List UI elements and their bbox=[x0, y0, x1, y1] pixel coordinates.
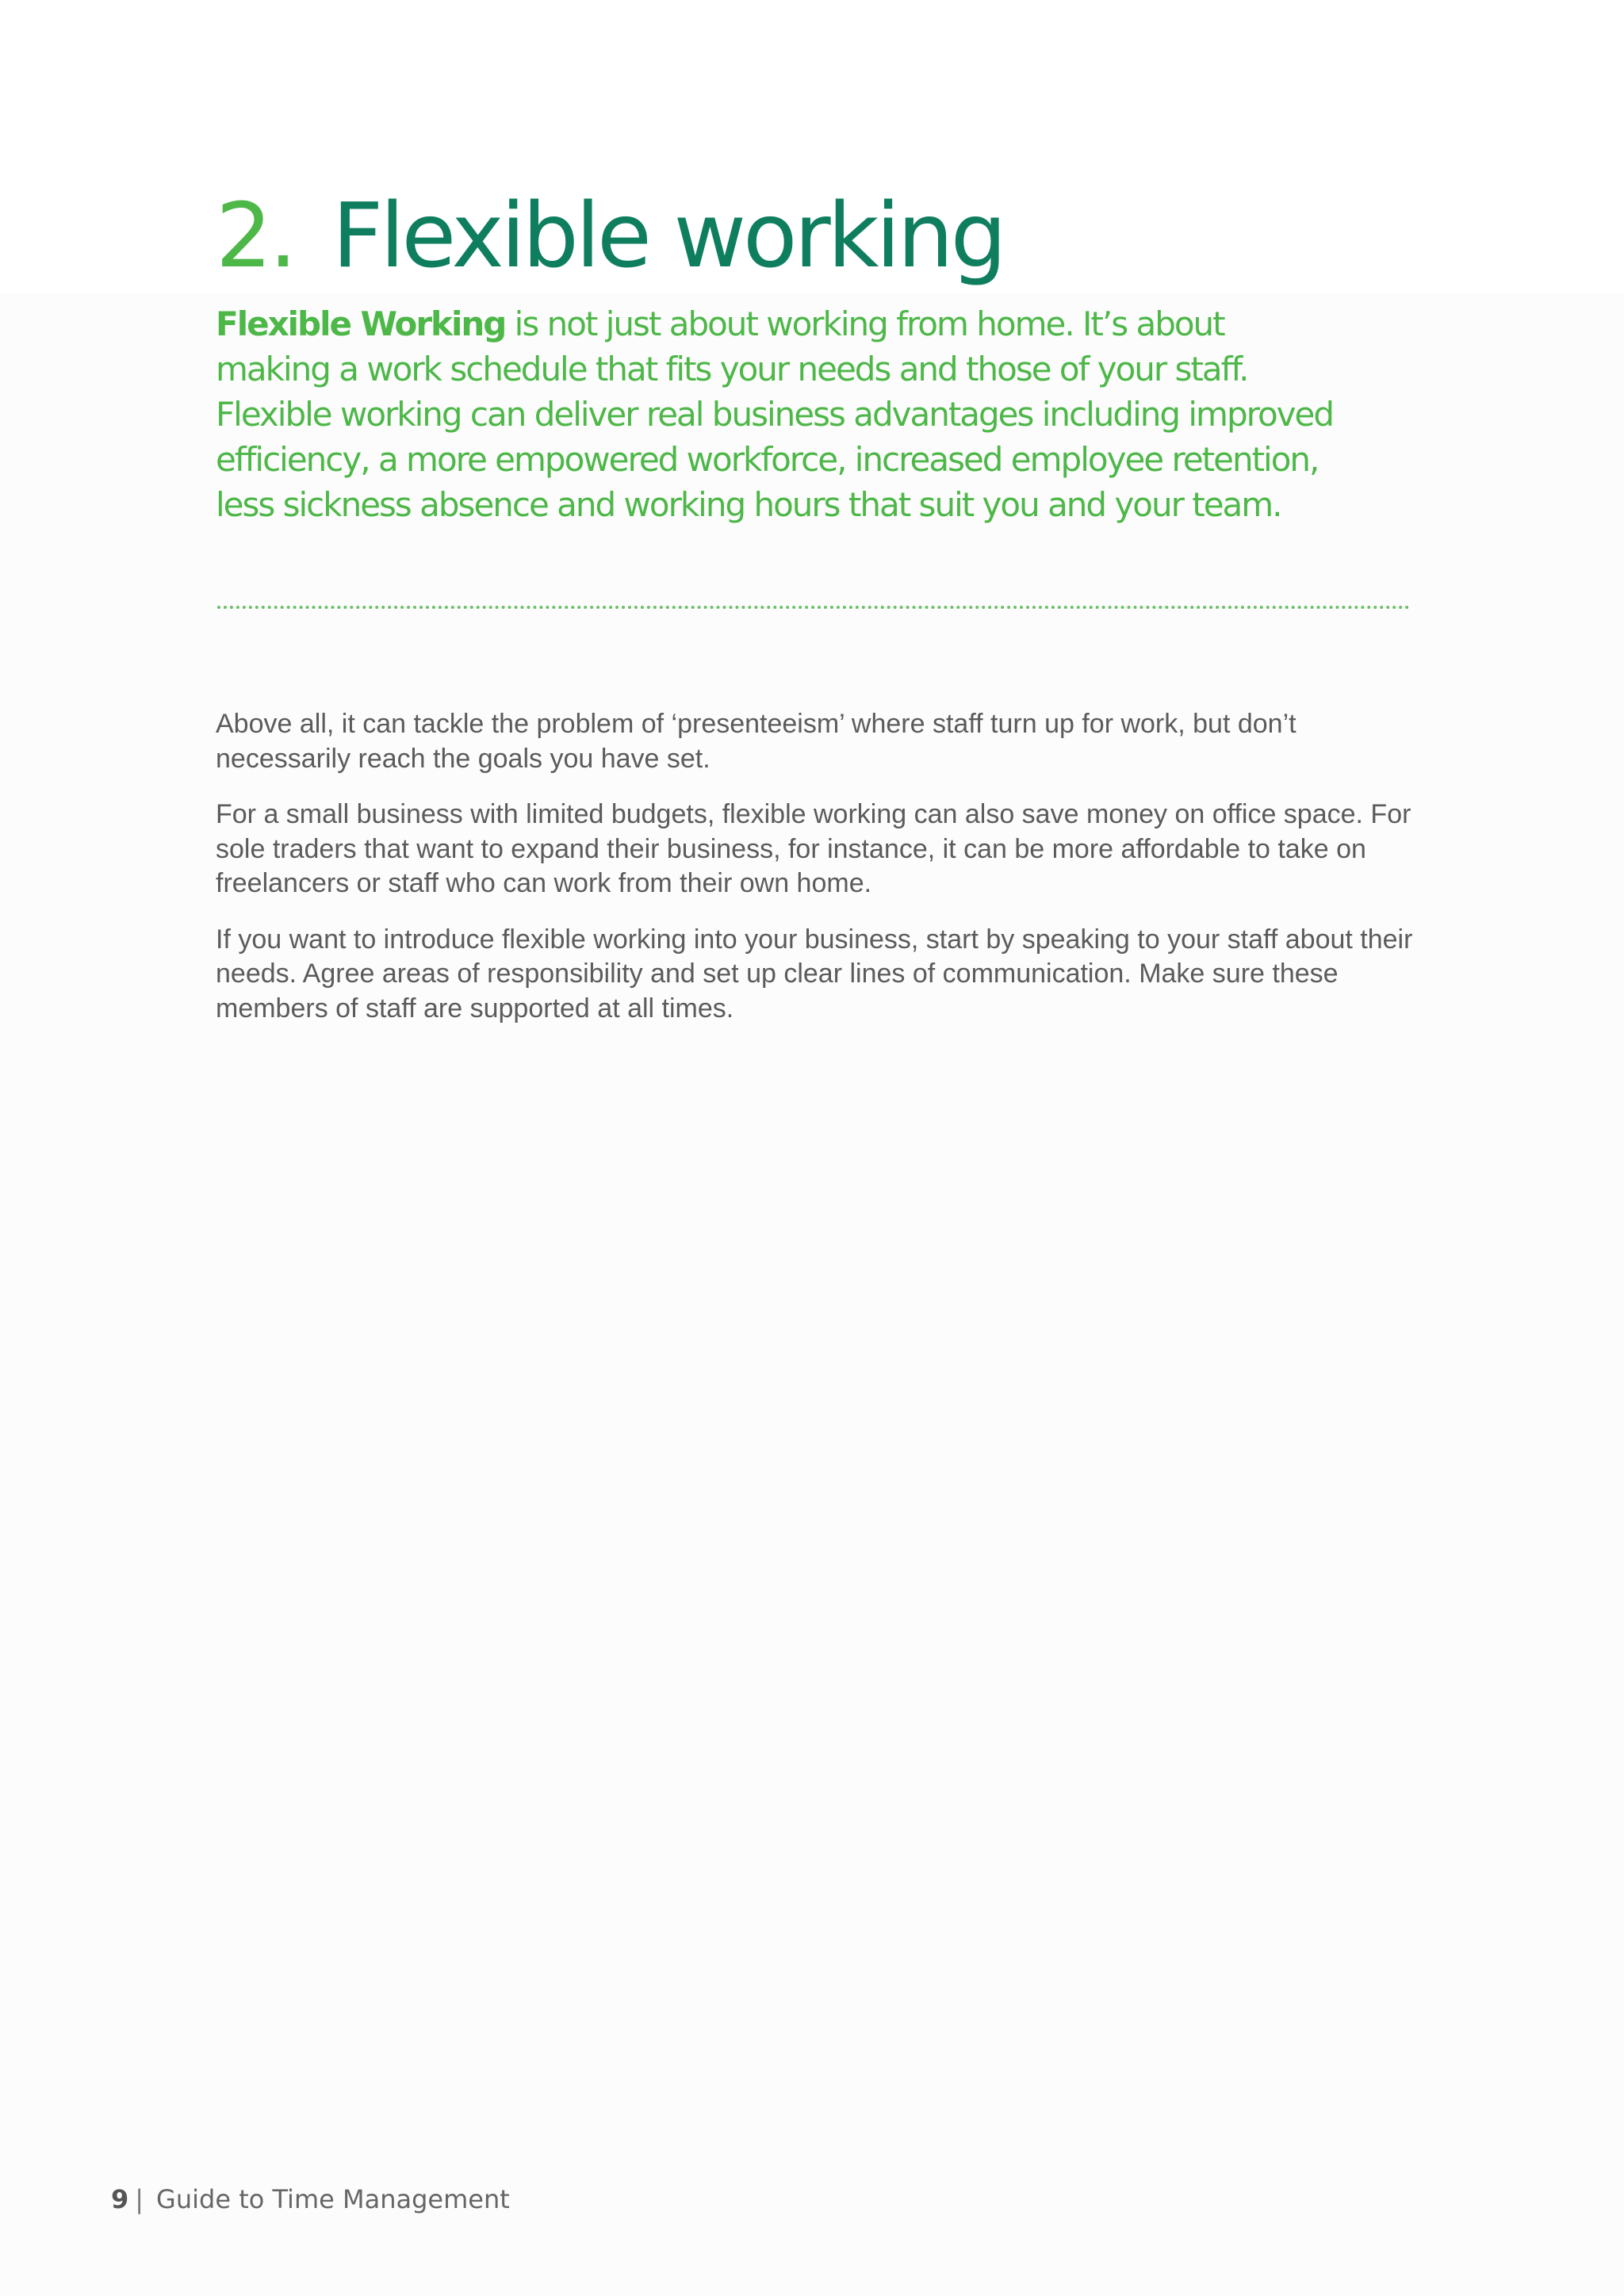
section-title: Flexible working bbox=[331, 185, 1004, 288]
document-title: Guide to Time Management bbox=[156, 2184, 510, 2214]
body-paragraph: For a small business with limited budgets, flexible working can also save money on office space. For sole traders that want to expand their business, for instance, it can be more affordable to take on freelancers or staff who can work from their own home. bbox=[216, 799, 1411, 898]
footer-separator: | bbox=[135, 2184, 144, 2214]
dotted-divider bbox=[217, 606, 1410, 609]
body-paragraph: If you want to introduce flexible working into your business, start by speaking to your staff about their needs. Agree areas of responsibility and set up clear lines of communication. Make sure these members of staff are supported at all times. bbox=[216, 924, 1413, 1024]
intro-paragraph bbox=[216, 301, 1342, 527]
section-heading bbox=[216, 181, 1004, 292]
intro-lead: Flexible Working bbox=[216, 304, 506, 343]
body-text bbox=[216, 707, 1421, 1047]
page-footer bbox=[111, 2182, 510, 2217]
page-background bbox=[0, 293, 1624, 2296]
page-number: 9 bbox=[111, 2184, 129, 2214]
section-number: 2. bbox=[216, 185, 294, 288]
body-paragraph: Above all, it can tackle the problem of ‘presenteeism’ where staff turn up for work, but don’t necessarily reach the goals you have set. bbox=[216, 709, 1297, 774]
intro-text: is not just about working from home. It’s about making a work schedule that fits your needs and those of your staff. Flexible working can deliver real business advantages including improved efficiency, a more empowered workforce, increased employee retention, less sickness absence and working hours that suit you and your team. bbox=[216, 304, 1334, 524]
